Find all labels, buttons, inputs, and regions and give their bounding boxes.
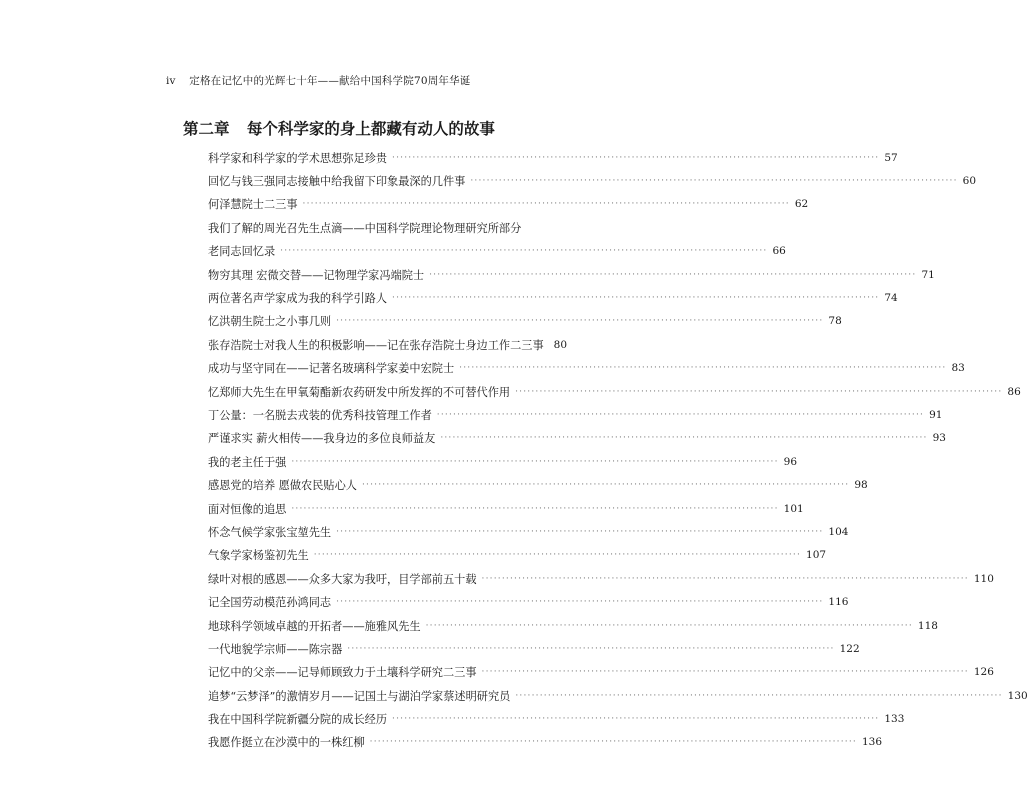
toc-leader-dots: ························································································································: [436, 409, 925, 420]
toc-leader-dots: ························································································································: [392, 293, 880, 304]
toc-entry-title: 丁公量：一名脱去戎装的优秀科技管理工作者: [208, 408, 432, 422]
toc-entry[interactable]: [208, 497, 804, 520]
toc-entry-page: 66: [772, 245, 786, 258]
toc-entry-title: 我的老主任于强: [208, 455, 287, 469]
toc-entry-title: 记全国劳动模范孙鸿同志: [208, 596, 332, 610]
toc-entry-title: 我在中国科学院新疆分院的成长经历: [208, 713, 388, 727]
toc-entry-title: 回忆与钱三强同志接触中给我留下印象最深的几件事: [208, 175, 466, 189]
toc-entry[interactable]: [208, 240, 786, 263]
toc-leader-dots: ························································································································: [280, 246, 768, 257]
toc-leader-dots: ························································································································: [369, 737, 857, 748]
toc-entry-page: 126: [973, 666, 994, 679]
toc-entry[interactable]: [208, 310, 842, 333]
toc-entry[interactable]: [208, 357, 965, 380]
toc-entry-page: 91: [929, 408, 943, 421]
toc-entry-page: 96: [783, 455, 798, 468]
toc-entry[interactable]: [208, 614, 938, 637]
toc-entry[interactable]: [208, 637, 860, 660]
toc-entry-page: 80: [553, 338, 568, 351]
toc-entry-title: 面对恒像的追思: [208, 502, 287, 516]
toc-entry[interactable]: [208, 707, 905, 730]
toc-entry-title: 老同志回忆录: [208, 245, 276, 259]
toc-entry-page: 86: [1007, 385, 1021, 398]
toc-leader-dots: ························································································································: [481, 573, 969, 584]
toc-entry-page: 116: [828, 596, 849, 609]
toc-entry-title: 感恩党的培养 愿做农民贴心人: [208, 479, 357, 493]
toc-entry-title: 一代地貌学宗师——陈宗器: [208, 642, 343, 656]
toc-entry-page: 107: [806, 549, 827, 562]
toc-entry-page: 93: [932, 432, 946, 445]
toc-leader-dots: ························································································································: [362, 480, 850, 491]
toc-entry-page: 83: [951, 362, 965, 375]
toc-leader-dots: ························································································································: [347, 643, 835, 654]
toc-leader-dots: ························································································································: [515, 386, 1003, 397]
toc-leader-dots: ························································································································: [336, 526, 824, 537]
toc-entry-page: 133: [884, 713, 905, 726]
toc-entry-title: 绿叶对根的感恩——众多大家为我吁，目学部前五十载: [208, 572, 477, 586]
toc-entry[interactable]: [208, 731, 882, 754]
toc-leader-dots: ························································································································: [336, 316, 824, 327]
toc-leader-dots: ························································································································: [470, 176, 958, 187]
toc-entry[interactable]: [208, 403, 943, 426]
toc-entry[interactable]: [208, 684, 1028, 707]
toc-entry-page: 136: [861, 736, 882, 749]
toc-entry-page: 118: [917, 619, 938, 632]
toc-entry-title: 气象学家杨鉴初先生: [208, 549, 309, 563]
toc-entry-title: 何泽慧院士二三事: [208, 198, 298, 212]
toc-entry-title: 两位著名声学家成为我的科学引路人: [208, 292, 388, 306]
toc-leader-dots: ························································································································: [392, 152, 880, 163]
toc-entry-page: 104: [828, 525, 849, 538]
toc-leader-dots: ························································································································: [425, 620, 913, 631]
table-of-contents: [208, 146, 1028, 754]
header-page-number: iv: [166, 75, 176, 87]
toc-leader-dots: ························································································································: [459, 363, 947, 374]
toc-entry[interactable]: [208, 567, 994, 590]
toc-leader-dots: ························································································································: [336, 597, 824, 608]
toc-entry-page: 110: [973, 572, 994, 585]
toc-leader-dots: ························································································································: [515, 690, 1003, 701]
toc-entry-title: 地球科学领域卓越的开拓者——施雅风先生: [208, 619, 421, 633]
toc-entry[interactable]: [208, 216, 544, 239]
toc-leader-dots: ························································································································: [291, 503, 779, 514]
toc-entry-title: 记忆中的父亲——记导师顾致力于土壤科学研究二三事: [208, 666, 477, 680]
toc-leader-dots: ························································································································: [313, 550, 802, 561]
toc-entry-page: 71: [921, 268, 935, 281]
toc-entry[interactable]: [208, 169, 977, 192]
toc-entry[interactable]: [208, 544, 827, 567]
toc-entry-title: 怀念气候学家张宝堃先生: [208, 525, 332, 539]
toc-entry-page: 78: [828, 315, 842, 328]
toc-leader-dots: ························································································································: [429, 269, 917, 280]
toc-entry[interactable]: [208, 427, 946, 450]
toc-entry[interactable]: [208, 520, 849, 543]
toc-entry-page: 62: [794, 198, 809, 211]
toc-entry-title: 我们了解的周光召先生点滴——中国科学院理论物理研究所部分: [208, 221, 522, 235]
toc-entry-title: 科学家和科学家的学术思想弥足珍贵: [208, 151, 388, 165]
toc-entry[interactable]: [208, 590, 849, 613]
toc-entry[interactable]: [208, 333, 568, 356]
toc-entry-title: 忆洪朝生院士之小事几则: [208, 315, 332, 329]
toc-entry-title: 成功与坚守同在——记著名玻璃科学家姜中宏院士: [208, 362, 455, 376]
toc-entry[interactable]: [208, 146, 898, 169]
toc-entry[interactable]: [208, 380, 1021, 403]
toc-entry-page: 101: [783, 502, 804, 515]
toc-entry-page: 57: [884, 151, 898, 164]
toc-entry-title: 忆郑师大先生在甲氧菊酯新农药研发中所发挥的不可替代作用: [208, 385, 511, 399]
toc-entry[interactable]: [208, 661, 994, 684]
chapter-number: 第二章: [183, 119, 230, 138]
toc-entry-page: 130: [1007, 689, 1028, 702]
toc-entry[interactable]: [208, 473, 868, 496]
toc-leader-dots: ························································································································: [291, 456, 779, 467]
toc-entry-title: 追梦“云梦泽”的激情岁月——记国土与湖泊学家蔡述明研究员: [208, 689, 511, 703]
toc-entry[interactable]: [208, 193, 809, 216]
toc-entry[interactable]: [208, 450, 798, 473]
toc-leader-dots: ························································································································: [481, 667, 969, 678]
toc-entry-page: 122: [839, 642, 860, 655]
toc-leader-dots: ························································································································: [302, 199, 790, 210]
toc-leader-dots: ························································································································: [392, 714, 880, 725]
toc-entry-title: 物穷其理 宏微交替——记物理学家冯端院士: [208, 268, 425, 282]
toc-entry-page: 74: [884, 292, 898, 305]
running-header: [166, 73, 471, 88]
chapter-title: 每个科学家的身上都藏有动人的故事: [246, 119, 495, 138]
chapter-heading: [183, 117, 495, 139]
header-book-title: 定格在记忆中的光辉七十年——献给中国科学院70周年华诞: [189, 75, 471, 87]
toc-entry-page: 98: [854, 479, 868, 492]
toc-entry-title: 张存浩院士对我人生的积极影响——记在张存浩院士身边工作二三事: [208, 338, 544, 352]
toc-leader-dots: ························································································································: [440, 433, 928, 444]
toc-entry[interactable]: [208, 263, 935, 286]
toc-entry-page: 60: [962, 175, 977, 188]
toc-entry-title: 我愿作挺立在沙漠中的一株红柳: [208, 736, 365, 750]
toc-entry[interactable]: [208, 286, 898, 309]
toc-entry-title: 严谨求实 薪火相传——我身边的多位良师益友: [208, 432, 436, 446]
